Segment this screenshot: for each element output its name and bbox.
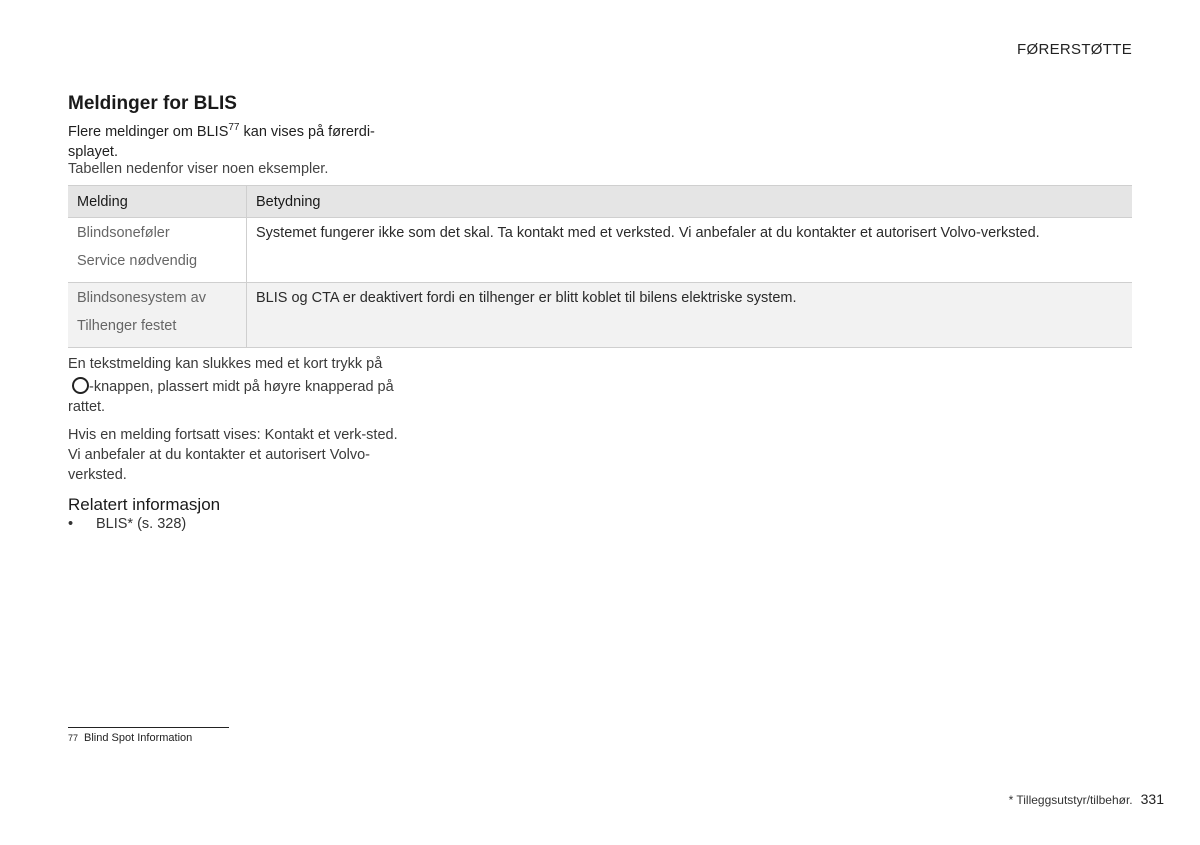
intro-text-after: kan vises på førerdi- xyxy=(239,124,375,140)
message-line: Blindsonesystem av xyxy=(77,290,206,306)
table-header-row xyxy=(68,186,1132,218)
dismiss-text-rest: -knappen, plassert midt på høyre knapperad på rattet. xyxy=(68,379,394,415)
table-row xyxy=(68,218,1132,283)
meaning-cell: Systemet fungerer ikke som det skal. Ta kontakt med et verksted. Vi anbefaler at du kontakter et autorisert Volvo-verksted. xyxy=(247,218,1133,283)
section-header: FØRERSTØTTE xyxy=(1017,41,1132,58)
related-info-title: Relatert informasjon xyxy=(68,495,221,514)
page-title: Meldinger for BLIS xyxy=(68,93,237,114)
intro-text-before: Flere meldinger om BLIS xyxy=(68,124,229,140)
meaning-cell: BLIS og CTA er deaktivert fordi en tilhenger er blitt koblet til bilens elektriske system. xyxy=(247,283,1133,348)
column-header-meaning: Betydning xyxy=(247,186,1133,218)
related-link[interactable]: BLIS* (s. 328) xyxy=(96,516,187,532)
table-row xyxy=(68,283,1132,348)
bullet-icon: • xyxy=(68,516,74,532)
intro-text xyxy=(68,122,408,162)
dismiss-instructions xyxy=(68,354,413,417)
list-item[interactable] xyxy=(68,516,186,532)
message-line: Service nødvendig xyxy=(77,253,198,269)
footnote-text: Blind Spot Information xyxy=(84,732,193,744)
contact-workshop-text: Hvis en melding fortsatt vises: Kontakt et verk-sted. Vi anbefaler at du kontakter et autorisert Volvo-verksted. xyxy=(68,427,398,483)
footnote-ref[interactable]: 77 xyxy=(228,122,240,133)
intro-text-line2: splayet. xyxy=(68,144,118,160)
accessory-note: * Tilleggsutstyr/tilbehør. xyxy=(1008,793,1133,807)
messages-table xyxy=(68,185,1132,348)
dismiss-text-line1: En tekstmelding kan slukkes med et kort trykk på xyxy=(68,356,383,372)
page-footer xyxy=(1009,791,1164,807)
message-cell xyxy=(68,283,247,348)
column-header-message: Melding xyxy=(68,186,247,218)
message-cell xyxy=(68,218,247,283)
table-intro: Tabellen nedenfor viser noen eksempler. xyxy=(68,161,329,177)
footnote-number: 77 xyxy=(68,733,79,743)
footnote-divider xyxy=(68,727,229,728)
footnote xyxy=(68,732,192,744)
message-line: Tilhenger festet xyxy=(77,318,177,334)
ring-button-icon xyxy=(72,377,89,394)
related-info-list xyxy=(68,516,186,532)
page-number: 331 xyxy=(1140,791,1164,807)
message-line: Blindsoneføler xyxy=(77,225,170,241)
